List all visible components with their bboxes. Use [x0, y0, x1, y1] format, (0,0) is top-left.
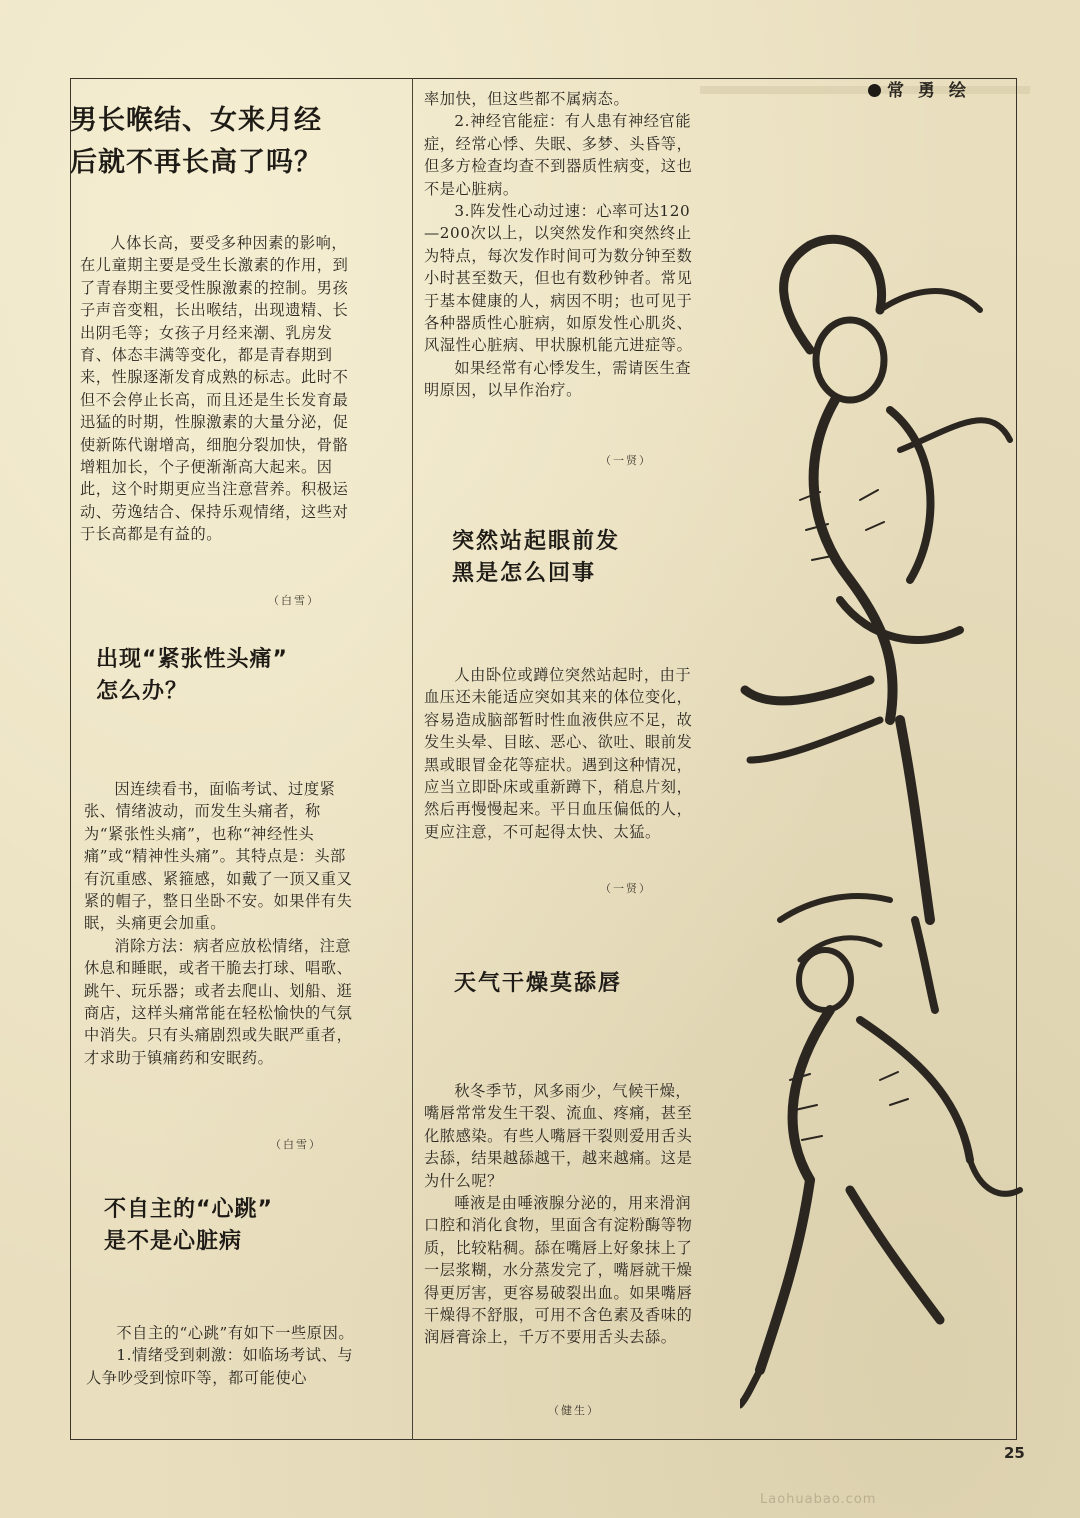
paragraph: 人体长高，要受多种因素的影响，在儿童期主要是受生长激素的作用，到了青春期主要受性腺激素的控制。男孩子声音变粗，长出喉结，出现遗精、长出阴毛等；女孩子月经来潮、乳房发育、体态丰满等变化，都是青春期到来，性腺逐渐发育成熟的标志。此时不但不会停止长高，而且还是生长发育最迅猛的时期，性腺激素的大量分泌，促使新陈代谢增高，细胞分裂加快，骨骼增粗加长，个子便渐渐高大起来。因此，这个时期更应当注意营养。积极运动、劳逸结合、保持乐观情绪，这些对于长高都是有益的。 [80, 234, 349, 544]
watermark-text: Laohuabao.com [760, 1492, 877, 1507]
article-body-continued [424, 88, 698, 402]
paragraph: 人由卧位或蹲位突然站起时，由于血压还未能适应突如其来的体位变化，容易造成脑部暂时性血液供应不足，故发生头晕、目眩、恶心、欲吐、眼前发黑或眼冒金花等症状。遇到这种情况，应当立即卧床或重新蹲下，稍息片刻，然后再慢慢起来。平日血压偏低的人，更应注意，不可起得太快、太猛。 [424, 666, 693, 841]
article-title [96, 644, 288, 708]
article-title [70, 100, 322, 184]
title-line: 天气干燥莫舔唇 [454, 971, 623, 996]
paragraph: 3.阵发性心动过速：心率可达120—200次以上，以突然发作和突然终止为特点，每次发作时间可为数分钟至数小时甚至数天，但也有数秒钟者。常见于基本健康的人，病因不明；也可见于各种器质性心脏病，如原发性心肌炎、风湿性心脏病、甲状腺机能亢进症等。 [424, 202, 693, 355]
article-title [104, 1194, 273, 1258]
paragraph: 2.神经官能症：有人患有神经官能症，经常心悸、失眠、多梦、头昏等，但多方检查均查不到器质性病变，这也不是心脏病。 [424, 112, 693, 198]
paragraph: 消除方法：病者应放松情绪，注意休息和睡眠，或者干脆去打球、唱歌、跳午、玩乐器；或者去爬山、划船、逛商店，这样头痛常能在轻松愉快的气氛中消失。只有头痛剧烈或失眠严重者，才求助于镇痛药和安眠药。 [84, 936, 353, 1067]
title-line: 男长喉结、女来月经 [70, 105, 322, 136]
article-signature: （一贤） [600, 454, 652, 467]
article-title [454, 968, 622, 1000]
title-line: 不自主的“心跳” [104, 1197, 273, 1222]
paragraph: 唾液是由唾液腺分泌的，用来滑润口腔和消化食物，里面含有淀粉酶等物质，比较粘稠。舔在嘴唇上好象抹上了一层浆糊，水分蒸发完了，嘴唇就干燥得更厉害，更容易破裂出血。如果嘴唇干燥得不舒服，可用不含色素及香味的润唇膏涂上，千万不要用舌头去舔。 [424, 1194, 693, 1347]
paragraph: 秋冬季节，风多雨少，气候干燥，嘴唇常常发生干裂、流血、疼痛，甚至化脓感染。有些人嘴唇干裂则爱用舌头去舔，结果越舔越干，越来越痛。这是为什么呢？ [424, 1082, 693, 1190]
article-body [84, 778, 356, 1069]
article-signature: （健生） [548, 1404, 600, 1417]
paragraph: 因连续看书，面临考试、过度紧张、情绪波动，而发生头痛者，称为“紧张性头痛”，也称“神经性头痛”或“精神性头痛”。其特点是：头部有沉重感、紧箍感，如戴了一顶又重又紧的帽子，整日坐卧不安。如果伴有失眠，头痛更会加重。 [84, 780, 353, 933]
illustrator-credit [868, 76, 970, 101]
credit-text: 常 勇 绘 [887, 81, 970, 101]
article-body [424, 1080, 698, 1349]
title-line: 后就不再长高了吗？ [70, 147, 322, 178]
dancer-illustration [740, 200, 1030, 1410]
article-body [80, 232, 352, 546]
paragraph: 率加快，但这些都不属病态。 [424, 90, 630, 108]
title-line: 出现“紧张性头痛” [96, 647, 288, 672]
title-line: 黑是怎么回事 [452, 561, 597, 586]
paragraph: 如果经常有心悸发生，需请医生查明原因，以早作治疗。 [424, 358, 692, 400]
article-body [86, 1322, 358, 1389]
bullet-icon [868, 84, 881, 97]
watermark [708, 1452, 918, 1512]
column-divider [412, 78, 413, 1440]
page-number: 25 [1004, 1444, 1025, 1462]
article-body [424, 664, 698, 843]
title-line: 是不是心脏病 [104, 1229, 243, 1254]
paragraph: 1.情绪受到刺激：如临场考试、与人争吵受到惊吓等，都可能使心 [86, 1346, 354, 1387]
title-line: 突然站起眼前发 [452, 529, 621, 554]
paragraph: 不自主的“心跳”有如下一些原因。 [116, 1324, 355, 1342]
article-signature: （白雪） [270, 1138, 322, 1151]
article-signature: （一贤） [600, 882, 652, 895]
article-title [452, 526, 620, 590]
title-line: 怎么办？ [96, 679, 189, 704]
article-signature: （白雪） [268, 594, 320, 607]
